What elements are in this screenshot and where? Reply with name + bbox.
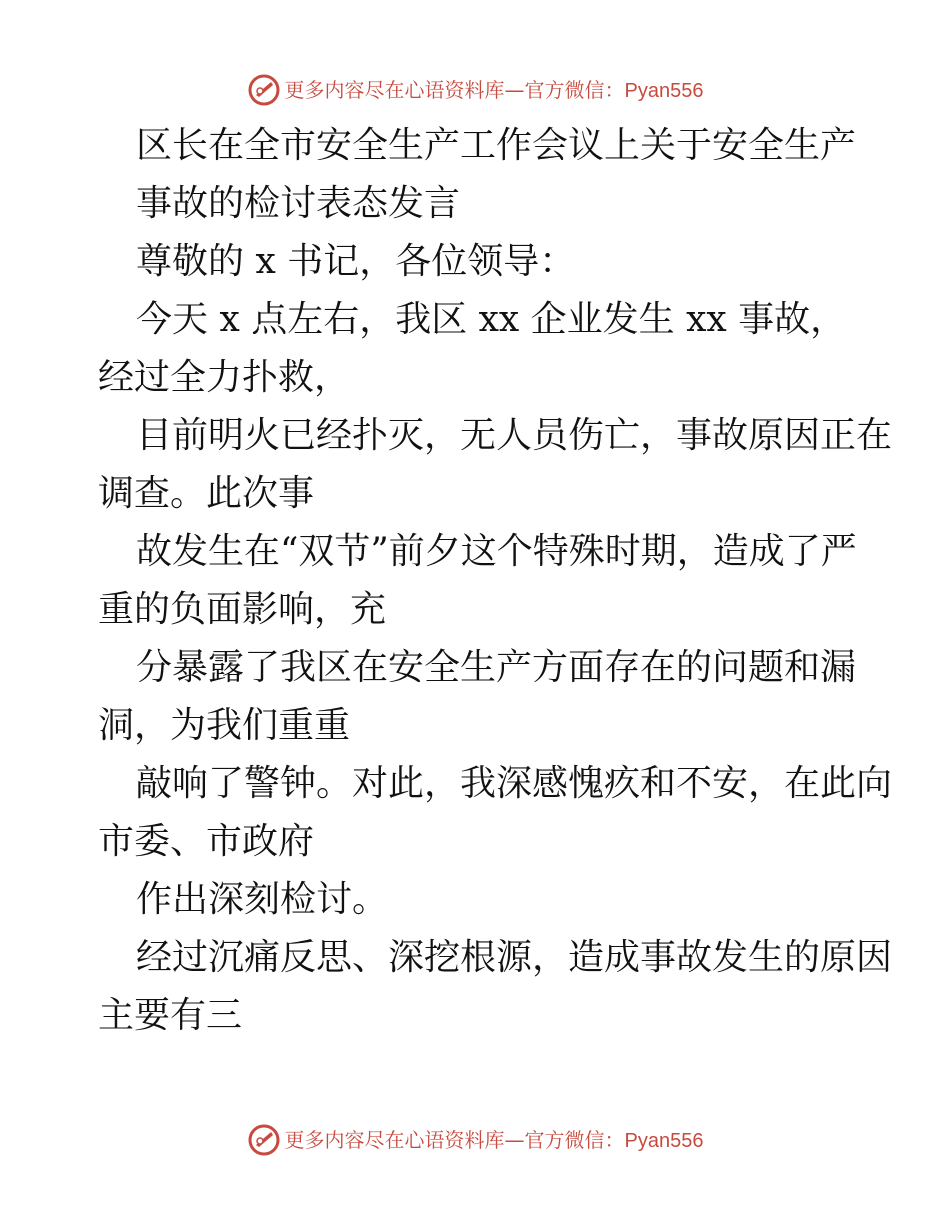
doc-paragraph-line: 调查。此次事 xyxy=(98,473,315,514)
doc-paragraph-line: 目前明火已经扑灭，无人员伤亡，事故原因正在 xyxy=(136,415,893,456)
brand-logo-icon xyxy=(247,73,281,107)
header-banner xyxy=(0,70,950,110)
footer-banner-text xyxy=(284,1127,704,1152)
doc-paragraph-line: 故发生在“双节”前夕这个特殊时期，造成了严 xyxy=(136,531,857,572)
doc-paragraph-line: 敲响了警钟。对此，我深感愧疚和不安，在此向 xyxy=(136,763,893,804)
doc-paragraph-line: 主要有三 xyxy=(98,995,243,1036)
brand-logo-icon xyxy=(247,1123,281,1157)
doc-paragraph-line: 市委、市政府 xyxy=(98,821,315,862)
doc-salutation: 尊敬的 x 书记，各位领导： xyxy=(136,241,576,282)
doc-paragraph-line: 洞，为我们重重 xyxy=(98,705,351,746)
header-banner-label: 更多内容尽在心语资料库—官方微信： xyxy=(284,77,625,102)
header-banner-text xyxy=(284,77,704,102)
doc-paragraph-line: 作出深刻检讨。 xyxy=(136,879,389,920)
doc-paragraph-line: 重的负面影响，充 xyxy=(98,589,387,630)
footer-banner-label: 更多内容尽在心语资料库—官方微信： xyxy=(284,1127,625,1152)
doc-title-line-2: 事故的检讨表态发言 xyxy=(136,183,461,224)
doc-title-line-1: 区长在全市安全生产工作会议上关于安全生产 xyxy=(136,125,857,166)
doc-paragraph-line: 今天 x 点左右，我区 xx 企业发生 xx 事故， xyxy=(136,299,847,340)
footer-banner xyxy=(0,1120,950,1160)
doc-paragraph-line: 经过全力扑救， xyxy=(98,357,351,398)
header-wechat-id: Pyan556 xyxy=(624,79,704,102)
footer-wechat-id: Pyan556 xyxy=(624,1129,704,1152)
doc-paragraph-line: 分暴露了我区在安全生产方面存在的问题和漏 xyxy=(136,647,857,688)
doc-paragraph-line: 经过沉痛反思、深挖根源，造成事故发生的原因 xyxy=(136,937,893,978)
